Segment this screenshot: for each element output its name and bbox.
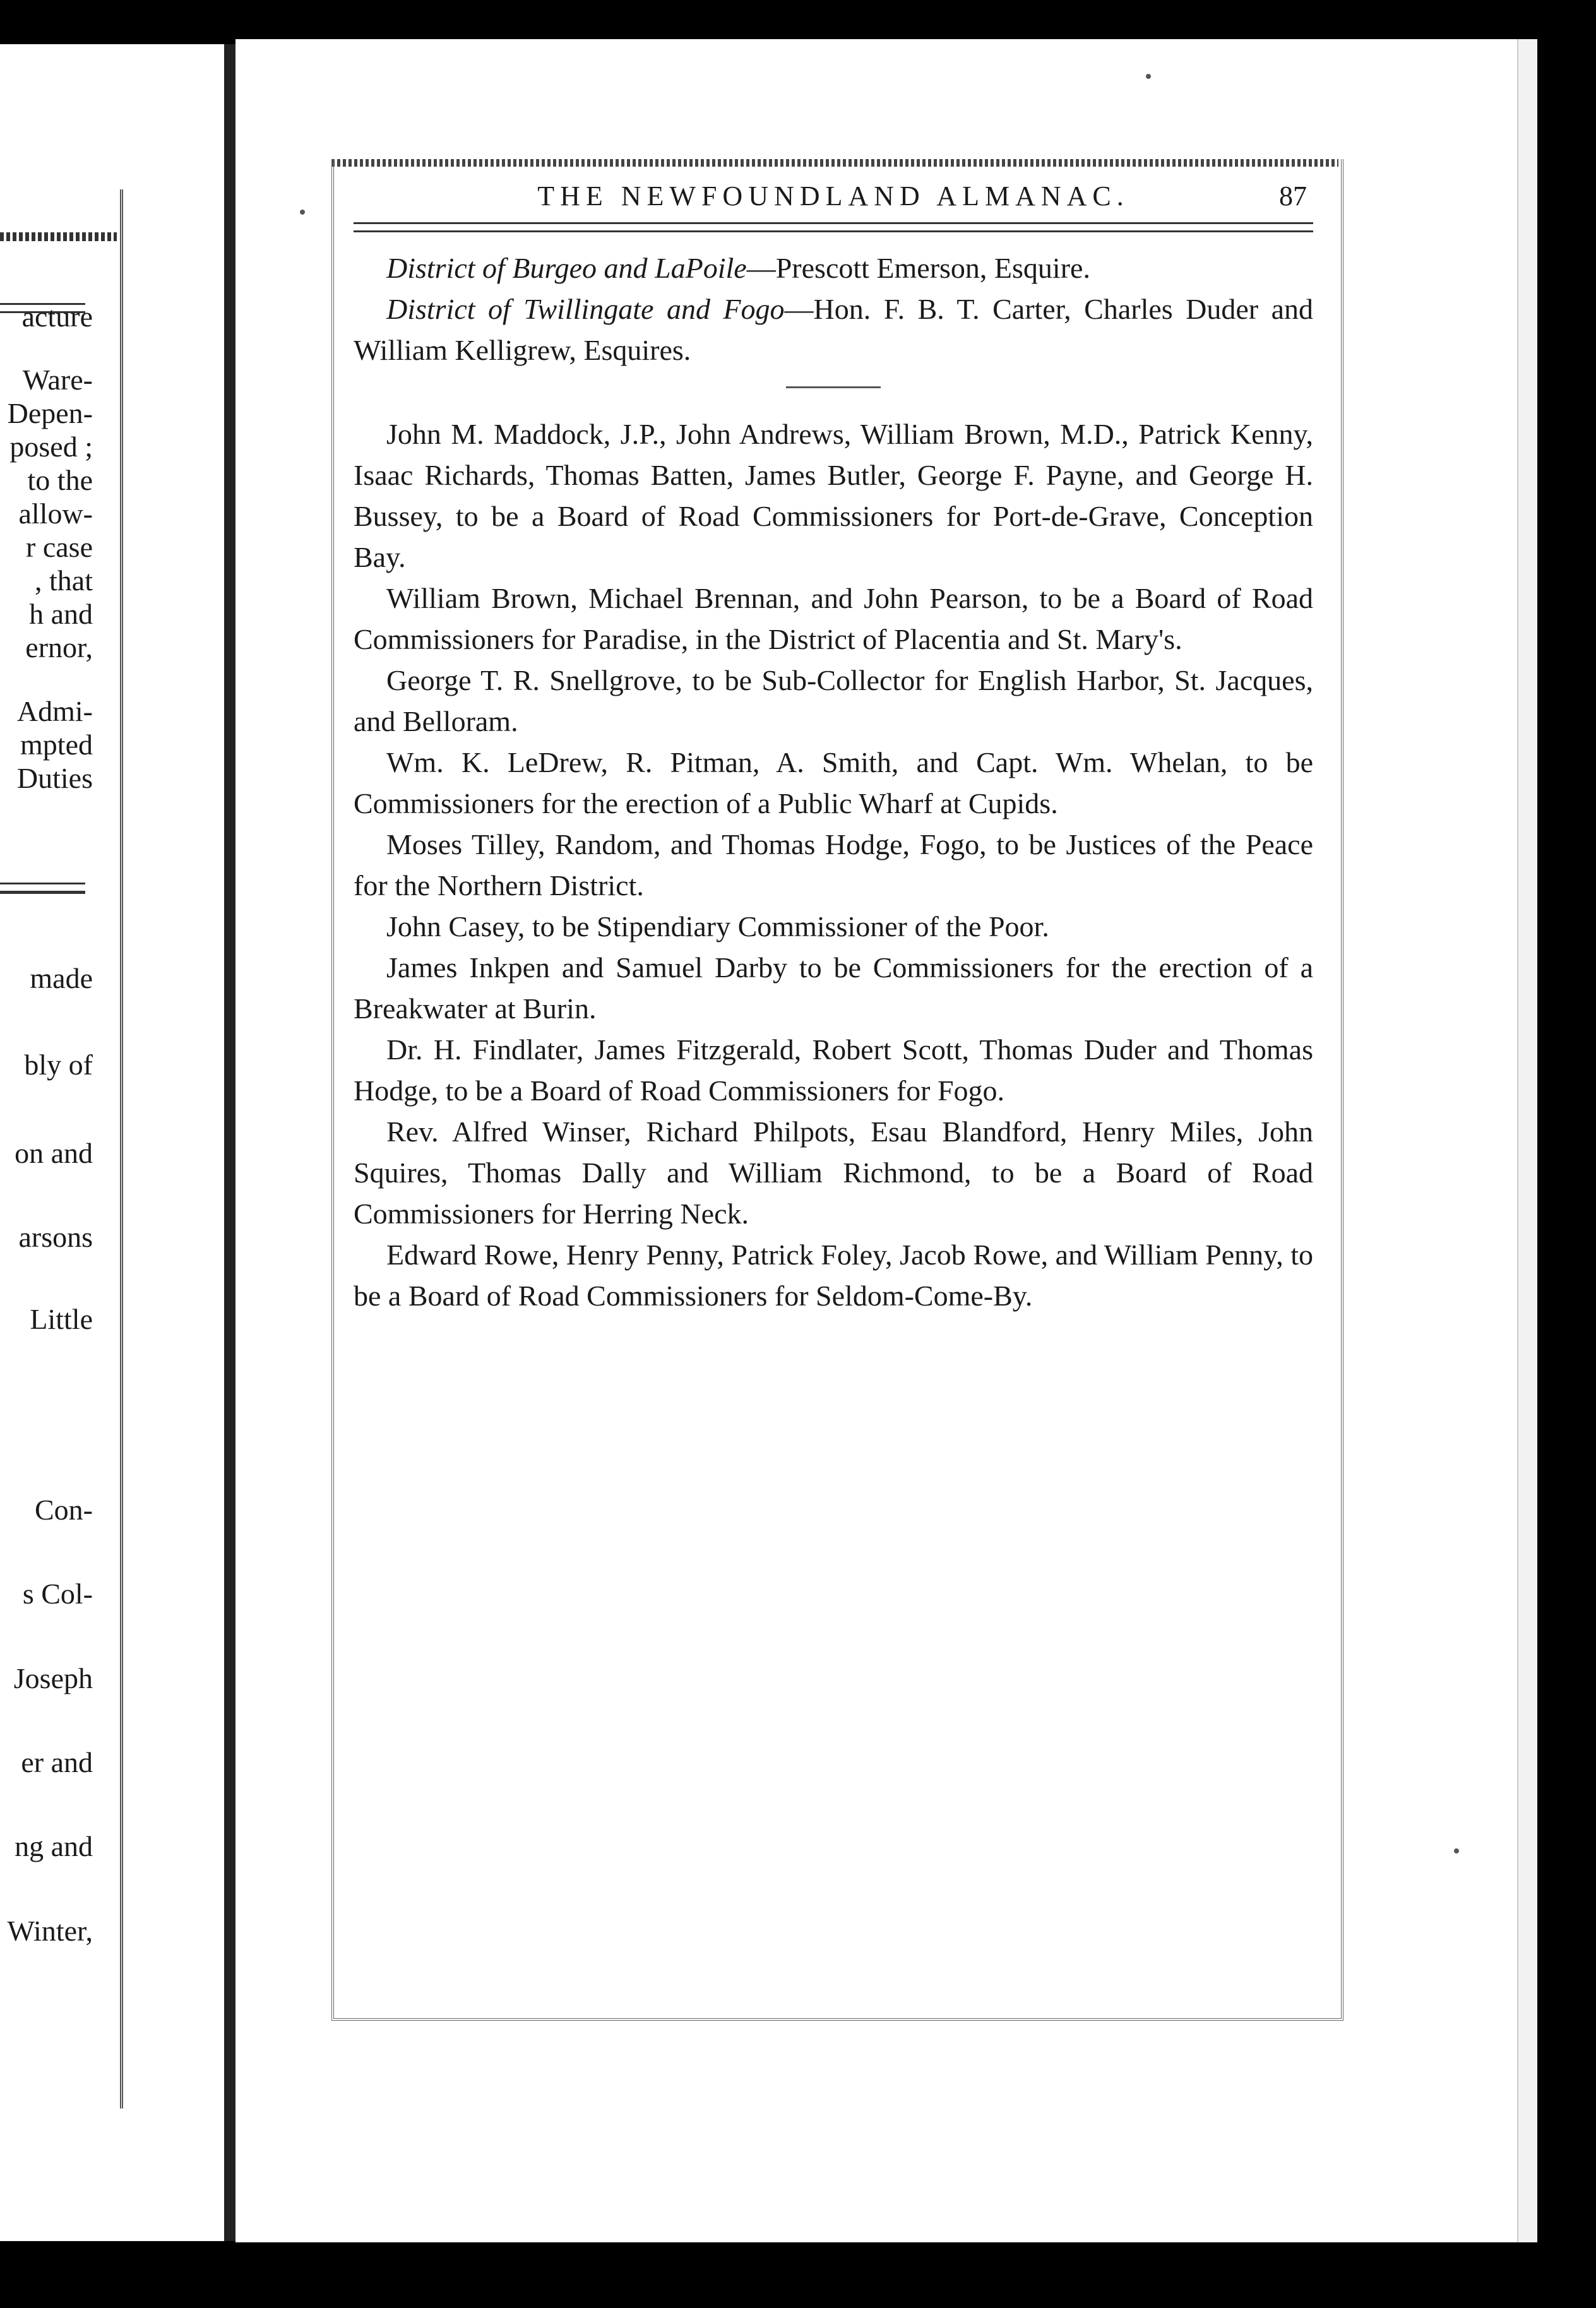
left-fragment: posed ; (9, 431, 93, 463)
district-name: District of Burgeo and LaPoile (386, 252, 747, 284)
left-fragment: ernor, (25, 631, 93, 663)
left-fragment: mpted (20, 729, 93, 761)
left-fragment: Little (30, 1303, 93, 1335)
left-fragment: to the (27, 464, 93, 496)
book-spine (224, 44, 235, 2241)
left-fragment: Admi- (16, 695, 93, 727)
appointment-paragraph: Edward Rowe, Henry Penny, Patrick Foley, Jacob Rowe, and William Penny, to be a Board of Road Commissioners for Seldom-Come-By. (354, 1239, 1313, 1312)
section-separator (786, 386, 881, 388)
left-fragment: ng and (15, 1830, 93, 1862)
left-fragment: , that (35, 564, 93, 597)
paper-speck (300, 210, 305, 215)
left-fragment: Ware- (22, 364, 93, 396)
page-edge (1517, 39, 1537, 2242)
header-rule (354, 222, 1313, 232)
page-header (354, 180, 1313, 218)
appointment-paragraph: George T. R. Snellgrove, to be Sub-Collector for English Harbor, St. Jacques, and Belloram. (354, 664, 1313, 737)
left-fragment: arsons (18, 1221, 93, 1253)
district-members: —Prescott Emerson, Esquire. (746, 252, 1090, 284)
left-fragment: Con- (35, 1494, 93, 1526)
left-fragment: r case (26, 531, 93, 563)
appointment-paragraph: William Brown, Michael Brennan, and John Pearson, to be a Board of Road Commissioners for Paradise, in the District of Placentia and St. Mary's. (354, 582, 1313, 655)
paper-speck (1454, 1848, 1459, 1853)
appointment-paragraph: James Inkpen and Samuel Darby to be Commissioners for the erection of a Breakwater at Burin. (354, 951, 1313, 1025)
left-fragment: er and (21, 1746, 93, 1778)
left-fragment: Duties (16, 762, 93, 794)
district-members: —Hon. F. B. T. Carter, Charles Duder and William Kelligrew, Esquires. (354, 293, 1314, 366)
appointment-paragraph: John Casey, to be Stipendiary Commissioner of the Poor. (386, 910, 1049, 943)
page-number: 87 (1279, 181, 1307, 211)
left-fragment: s Col- (22, 1578, 93, 1610)
left-fragment: on and (15, 1137, 93, 1169)
appointment-paragraph: John M. Maddock, J.P., John Andrews, William Brown, M.D., Patrick Kenny, Isaac Richards, Thomas Batten, James Butler, George F. Payne, and George H. Bussey, to be a Board of Road Commissioners for Port-de-Grave, Conception Bay. (354, 418, 1313, 573)
left-page-rule (0, 883, 85, 894)
left-fragment: h and (29, 598, 93, 630)
appointment-paragraph: Rev. Alfred Winser, Richard Philpots, Esau Blandford, Henry Miles, John Squires, Thomas Dally and William Richmond, to be a Board of Road Commissioners for Herring Neck. (354, 1115, 1313, 1230)
left-fragment: made (30, 962, 93, 994)
left-fragment: Joseph (13, 1662, 93, 1694)
left-facing-page (0, 44, 224, 2241)
district-name: District of Twillingate and Fogo (386, 293, 785, 325)
running-title: THE NEWFOUNDLAND ALMANAC. (537, 181, 1129, 211)
left-fragment: acture (21, 300, 93, 333)
left-fragment: allow- (18, 497, 93, 530)
left-fragment: Winter, (7, 1915, 93, 1947)
page-body (354, 247, 1313, 1316)
left-fragment: Depen- (7, 397, 93, 429)
appointment-paragraph: Dr. H. Findlater, James Fitzgerald, Robert Scott, Thomas Duder and Thomas Hodge, to be a Board of Road Commissioners for Fogo. (354, 1033, 1313, 1107)
left-page-ornament (0, 232, 117, 241)
district-entry (354, 247, 1313, 288)
paper-speck (1146, 74, 1151, 79)
left-fragment: bly of (24, 1049, 93, 1081)
appointment-paragraph: Moses Tilley, Random, and Thomas Hodge, Fogo, to be Justices of the Peace for the Northern District. (354, 828, 1313, 901)
appointment-paragraph: Wm. K. LeDrew, R. Pitman, A. Smith, and Capt. Wm. Whelan, to be Commissioners for the erection of a Public Wharf at Cupids. (354, 746, 1313, 819)
district-entry (354, 288, 1313, 371)
